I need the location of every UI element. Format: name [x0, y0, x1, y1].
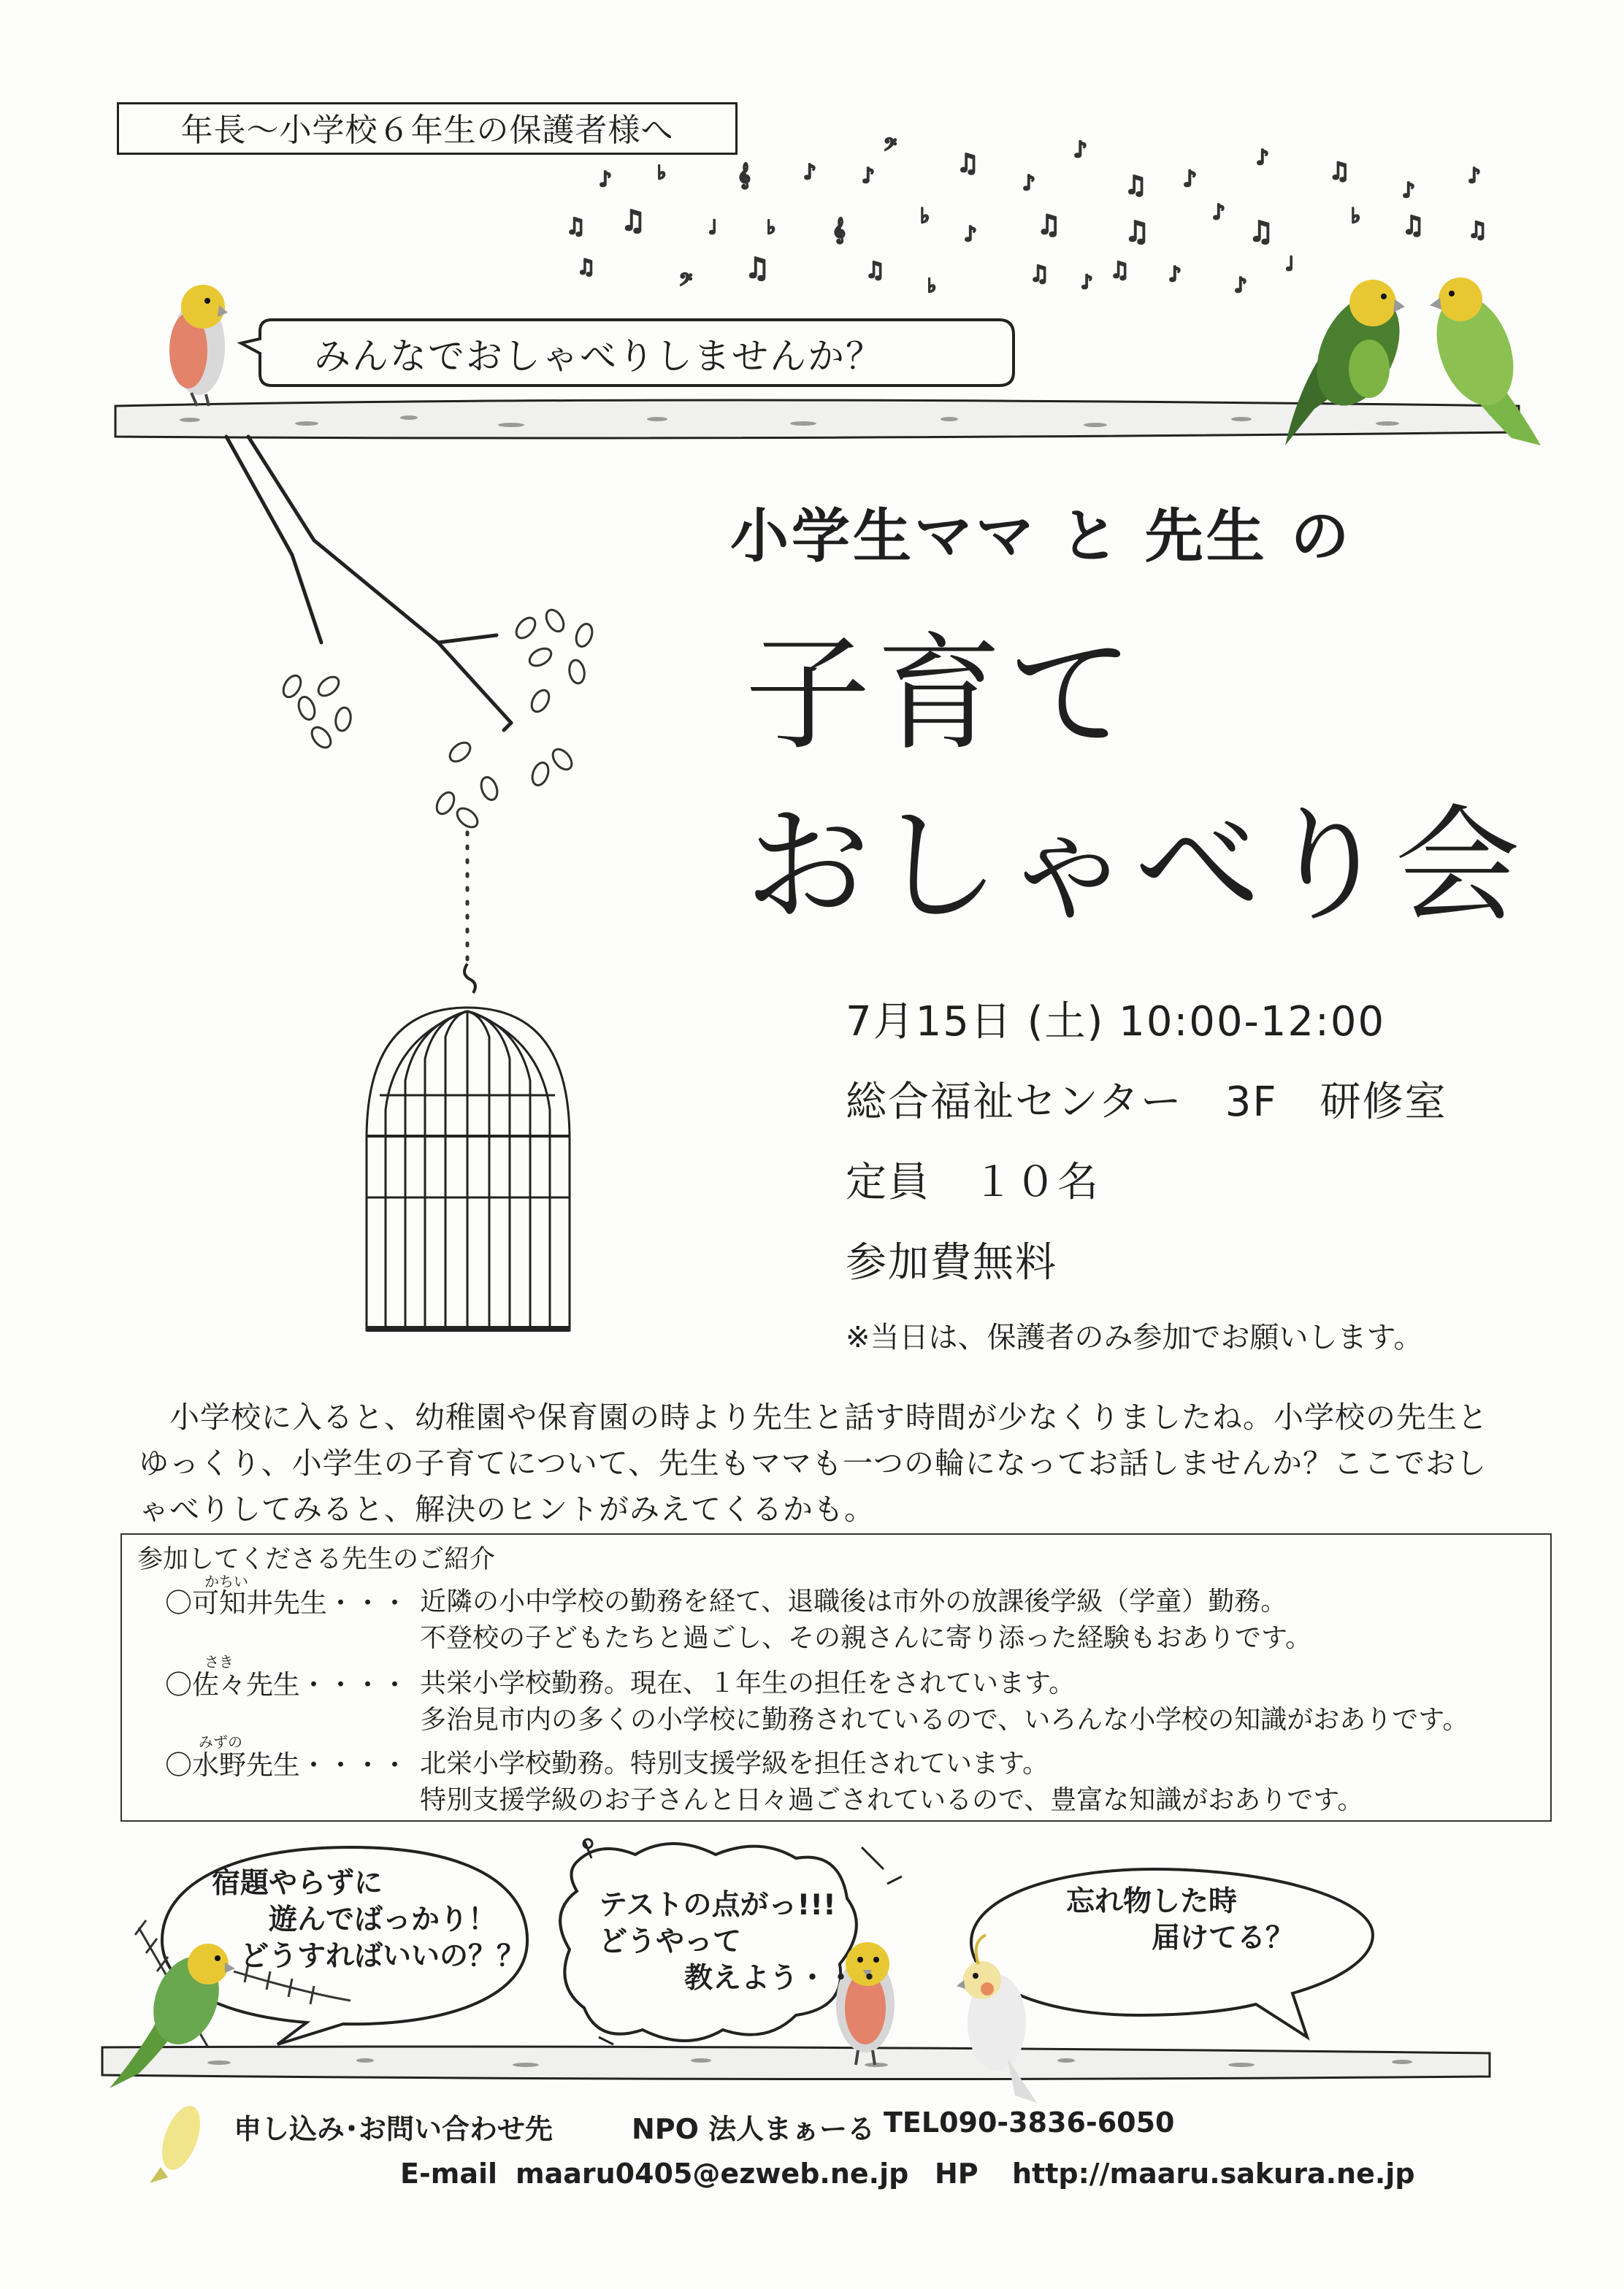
svg-text:♫: ♫	[865, 258, 885, 283]
teacher-reading: さき	[204, 1653, 234, 1671]
event-title-line2: おしゃべり会	[745, 792, 1525, 939]
hanging-branch	[226, 437, 511, 730]
svg-text:♪: ♪	[1073, 137, 1088, 163]
music-notes-icon	[566, 134, 1487, 297]
svg-text:♫: ♫	[1249, 215, 1274, 248]
teacher-description-line: 北栄小学校勤務。特別支援学級を担任されています。	[420, 1749, 1049, 1779]
contact-org: NPO 法人まぁーる	[632, 2113, 876, 2145]
contact-email-label: E-mail	[400, 2158, 498, 2190]
svg-text:♩: ♩	[708, 217, 718, 239]
svg-text:♪: ♪	[1256, 145, 1269, 169]
svg-text:♫: ♫	[1037, 210, 1061, 240]
svg-text:♪: ♪	[1212, 200, 1225, 224]
speech-bubble-right-text: 忘れ物した時 届けてる？	[1066, 1885, 1295, 1955]
contact-hp-label: HP	[935, 2158, 978, 2190]
teacher-name: 〇佐々先生・・・・	[165, 1669, 408, 1701]
svg-text:♪: ♪	[1402, 178, 1415, 202]
speech-bubble-center-text: テストの点がっ!!! どうやって 教えよう・・・	[599, 1889, 884, 1995]
svg-text:♫: ♫	[1468, 218, 1487, 243]
svg-text:♭: ♭	[1351, 204, 1361, 228]
svg-text:♭: ♭	[657, 162, 667, 184]
teacher-description-line: 不登校の子どもたちと過ごし、その親さんに寄り添った経験もおありです。	[420, 1623, 1312, 1653]
svg-text:♩: ♩	[1285, 253, 1295, 275]
event-capacity: 定員 １０名	[846, 1159, 1100, 1206]
svg-text:♪: ♪	[1022, 171, 1035, 195]
teacher-description-line: 特別支援学級のお子さんと日々過ごされているので、豊富な知識がおありです。	[420, 1785, 1364, 1815]
svg-text:𝄞: 𝄞	[832, 218, 846, 243]
contact-label: 申し込み･お問い合わせ先	[234, 2113, 554, 2145]
teacher-name: 〇可知井先生・・・	[165, 1587, 408, 1619]
teachers-heading: 参加してくださる先生のご紹介	[137, 1545, 496, 1574]
svg-text:♪: ♪	[1168, 262, 1181, 286]
svg-text:♪: ♪	[599, 167, 612, 191]
svg-text:♫: ♫	[621, 204, 646, 237]
svg-text:♫: ♫	[577, 255, 596, 279]
speech-bubble-left-text: 宿題やらずに 遊んでばっかり！ どうすればいいの？？	[212, 1867, 526, 1973]
intro-paragraph: 小学校に入ると、幼稚園や保育園の時より先生と話す時間が少なくりましたね。小学校の先生とゆっくり、小学生の子育てについて、先生もママも一つの輪になってお話しませんか？ここでおしゃべりしてみると、解決のヒントがみえてくるかも。	[139, 1400, 1488, 1527]
svg-text:♭: ♭	[920, 204, 930, 228]
svg-text:♪: ♪	[1183, 166, 1198, 192]
svg-text:𝄢: 𝄢	[679, 269, 693, 294]
teacher-description-line: 共栄小学校勤務。現在、１年生の担任をされています。	[420, 1668, 1076, 1698]
svg-text:♫: ♫	[1125, 171, 1147, 200]
bird-icon-top-left	[169, 285, 228, 406]
svg-text:♪: ♪	[862, 164, 875, 188]
attendance-note: ※当日は、保護者のみ参加でお願いします。	[846, 1321, 1423, 1354]
svg-text:♫: ♫	[1030, 261, 1049, 287]
audience-label: 年長〜小学校６年生の保護者様へ	[117, 102, 738, 155]
svg-text:♪: ♪	[1468, 164, 1481, 188]
teacher-description-line: 多治見市内の多くの小学校に勤務されているので、いろんな小学校の知識がおありです。	[420, 1705, 1469, 1735]
svg-text:♫: ♫	[566, 214, 586, 239]
bird-icon-footer	[150, 2101, 207, 2183]
svg-text:♫: ♫	[1110, 258, 1130, 283]
bottom-branch	[102, 2047, 1490, 2079]
contact-email-link[interactable]: maaru0405@ezweb.ne.jp	[516, 2158, 909, 2190]
teacher-reading: かちい	[204, 1573, 248, 1590]
svg-text:♪: ♪	[803, 160, 816, 184]
svg-text:♫: ♫	[957, 149, 979, 178]
teacher-description-line: 近隣の小中学校の勤務を経て、退職後は市外の放課後学級（学童）勤務。	[420, 1587, 1287, 1617]
invite-bubble-text: みんなでおしゃべりしませんか？	[314, 335, 884, 377]
event-datetime: 7月15日 (土) 10:00-12:00	[846, 998, 1386, 1046]
svg-text:♪: ♪	[1081, 272, 1093, 294]
svg-text:𝄢: 𝄢	[884, 134, 897, 158]
teacher-name: 〇水野先生・・・・	[165, 1749, 408, 1781]
event-subtitle: 小学生ママ と 先生 の	[730, 502, 1352, 570]
svg-text:♫: ♫	[1402, 211, 1425, 240]
contact-tel: TEL090-3836-6050	[884, 2106, 1175, 2139]
event-fee: 参加費無料	[846, 1239, 1057, 1287]
svg-text:♫: ♫	[745, 252, 770, 284]
teacher-reading: みずの	[199, 1733, 242, 1751]
contact-website-link[interactable]: http://maaru.sakura.ne.jp	[1012, 2158, 1415, 2190]
event-venue: 総合福祉センター 3F 研修室	[846, 1078, 1447, 1126]
svg-text:♪: ♪	[964, 222, 977, 246]
svg-text:♪: ♪	[1234, 273, 1247, 297]
event-title-line1: 子育て	[745, 621, 1139, 767]
svg-text:𝄞: 𝄞	[738, 163, 751, 188]
svg-text:♫: ♫	[1125, 215, 1150, 248]
svg-text:♭: ♭	[927, 275, 937, 297]
svg-text:♭: ♭	[767, 217, 776, 239]
birdcage-icon	[367, 964, 570, 1330]
svg-text:♫: ♫	[1329, 157, 1350, 185]
